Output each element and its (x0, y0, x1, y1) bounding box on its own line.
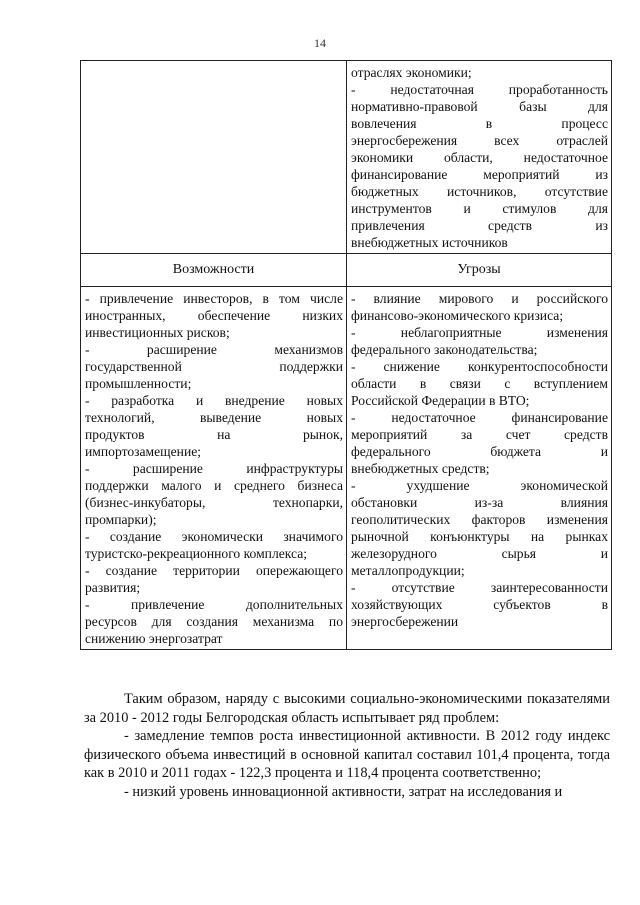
text-line: технологий, выведение новых (85, 410, 343, 425)
text-line: - недостаточное финансирование (351, 410, 608, 425)
text-line: туристско-рекреационного комплекса; (85, 546, 308, 561)
paragraph-3: - низкий уровень инновационной активности, затрат на исследования и (124, 783, 563, 800)
text-line: ресурсов для создания механизма по (85, 614, 343, 629)
text-line: - влияние мирового и российского (351, 291, 608, 306)
text-line: продуктов на рынок, (85, 427, 343, 442)
text-line: промышленности; (85, 376, 192, 391)
text-line: железорудного сырья и (351, 546, 608, 561)
text-line: вовлечения в процесс (351, 116, 608, 131)
top-right-cell (347, 61, 612, 254)
swot-table (80, 60, 612, 650)
text-line: - создание территории опережающего (85, 563, 343, 578)
text-line: области в связи с вступлением (351, 376, 608, 391)
text-line: хозяйствующих субъектов в (351, 597, 608, 612)
text-line: финансирование мероприятий из (351, 167, 608, 182)
paragraph-1: Таким образом, наряду с высокими социально-экономическими показателями за 2010 - 2012 годы Белгородская область испытывает ряд проблем: (84, 691, 610, 726)
text-line: промпарки); (85, 512, 157, 527)
text-line: поддержки малого и среднего бизнеса (85, 478, 343, 493)
body-text (84, 690, 610, 801)
threats-cell (347, 287, 612, 650)
text-line: внебюджетных источников (351, 235, 508, 250)
threats-lines (351, 290, 608, 630)
text-line: - привлечение дополнительных (85, 597, 343, 612)
top-left-cell (81, 61, 347, 254)
text-line: - расширение механизмов (85, 342, 343, 357)
text-line: федерального бюджета и (351, 444, 608, 459)
text-line: Российской Федерации в ВТО; (351, 393, 530, 408)
text-line: инструментов и стимулов для (351, 201, 608, 216)
text-line: федерального законодательства; (351, 342, 538, 357)
opportunities-cell (81, 287, 347, 650)
text-line: иностранных, обеспечение низких (85, 308, 343, 323)
text-line: импортозамещение; (85, 444, 202, 459)
top-right-lines (351, 64, 608, 251)
text-line: нормативно-правовой базы для (351, 99, 608, 114)
text-line: - расширение инфраструктуры (85, 461, 343, 476)
text-line: снижению энергозатрат (85, 631, 223, 646)
table-row-header (81, 254, 612, 287)
text-line: бюджетных источников, отсутствие (351, 184, 608, 199)
header-opportunities: Возможности (81, 254, 347, 287)
text-line: привлечения средств из (351, 218, 608, 233)
text-line: инвестиционных рисков; (85, 325, 230, 340)
text-line: - разработка и внедрение новых (85, 393, 343, 408)
text-line: - привлечение инвесторов, в том числе (85, 291, 343, 306)
text-line: финансово-экономического кризиса; (351, 308, 564, 323)
text-line: государственной поддержки (85, 359, 343, 374)
text-line: отраслях экономики; (351, 65, 472, 80)
text-line: мероприятий за счет средств (351, 427, 608, 442)
text-line: - снижение конкурентоспособности (351, 359, 608, 374)
header-threats: Угрозы (347, 254, 612, 287)
text-line: экономики области, недостаточное (351, 150, 608, 165)
page-number: 14 (314, 36, 326, 50)
text-line: - неблагоприятные изменения (351, 325, 608, 340)
text-line: - создание экономически значимого (85, 529, 343, 544)
opportunities-lines (85, 290, 343, 647)
text-line: внебюджетных средств; (351, 461, 490, 476)
text-line: - ухудшение экономической (351, 478, 608, 493)
text-line: рыночной конъюнктуры на рынках (351, 529, 608, 544)
text-line: развития; (85, 580, 141, 595)
text-line: - отсутствие заинтересованности (351, 580, 608, 595)
paragraph-2: - замедление темпов роста инвестиционной активности. В 2012 году индекс физического объема инвестиций в основной капитал составил 101,4 процента, тогда как в 2010 и 2011 годах - 122,3 процента и 118,4 процента соответственно; (84, 728, 610, 781)
text-line: энергосбережении (351, 614, 459, 629)
text-line: - недостаточная проработанность (351, 82, 608, 97)
text-line: энергосбережения всех отраслей (351, 133, 608, 148)
table-row-content (81, 287, 612, 650)
text-line: металлопродукции; (351, 563, 465, 578)
table-row-top (81, 61, 612, 254)
text-line: обстановки из-за влияния (351, 495, 608, 510)
text-line: геополитических факторов изменения (351, 512, 608, 527)
text-line: (бизнес-инкубаторы, технопарки, (85, 495, 343, 510)
